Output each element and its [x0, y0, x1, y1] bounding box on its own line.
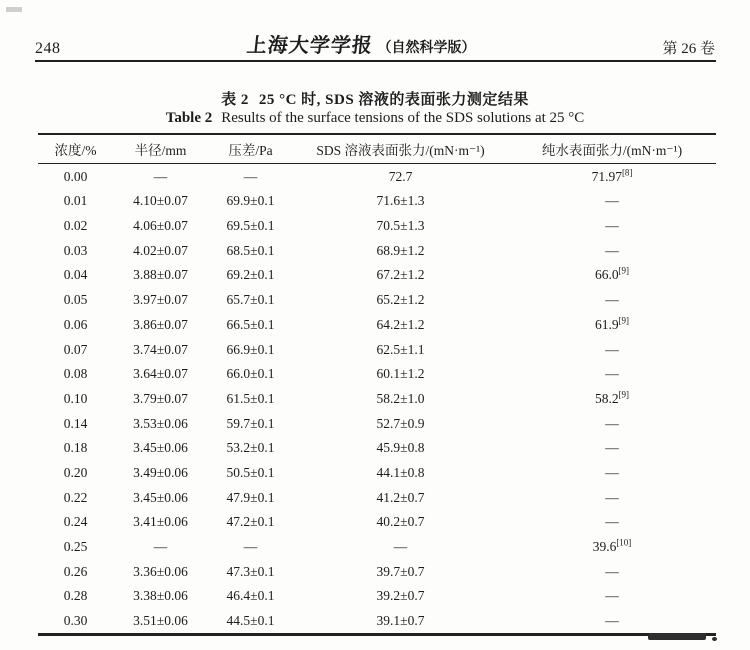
cell-water-tension: — [605, 489, 619, 505]
scan-artifact-bottom-right [648, 633, 706, 640]
cell-sds-tension: 45.9±0.8 [376, 440, 425, 456]
table-row [38, 337, 716, 362]
cell-pressure: 69.5±0.1 [226, 218, 275, 234]
reference-superscript: [10] [616, 537, 632, 548]
cell-pressure: 47.3±0.1 [226, 563, 275, 579]
table-row [38, 609, 716, 634]
cell-sds-tension: 60.1±1.2 [376, 366, 425, 382]
journal-title: 上海大学学报 [246, 35, 375, 57]
cell-water-tension: — [605, 218, 619, 234]
reference-superscript: [8] [621, 167, 633, 178]
cell-sds-tension: 67.2±1.2 [376, 267, 425, 283]
table-row [38, 535, 716, 560]
cell-water-tension: 61.9[9] [594, 315, 630, 332]
reference-superscript: [9] [618, 315, 630, 326]
cell-concentration: 0.26 [63, 563, 88, 579]
cell-pressure: 66.9±0.1 [226, 341, 275, 357]
table-rule-bottom [38, 633, 716, 635]
column-header-radius: 半径/mm [134, 143, 187, 158]
cell-pressure: 59.7±0.1 [226, 415, 275, 431]
cell-sds-tension: 64.2±1.2 [376, 316, 425, 332]
cell-radius: 3.88±0.07 [133, 267, 188, 283]
cell-sds-tension: 39.1±0.7 [376, 613, 425, 629]
cell-water-tension: 58.2[9] [594, 389, 630, 406]
table-row [38, 164, 716, 189]
reference-superscript: [9] [618, 265, 630, 276]
cell-water-tension: — [605, 341, 619, 357]
cell-water-tension: — [605, 563, 619, 579]
cell-pressure: 53.2±0.1 [226, 440, 275, 456]
table-row [38, 189, 716, 214]
cell-concentration: 0.05 [63, 292, 88, 308]
cell-radius: 4.02±0.07 [133, 242, 188, 258]
column-header-sds-tension: SDS 溶液表面张力/(mN·m⁻¹) [316, 143, 485, 158]
cell-radius: — [153, 539, 168, 555]
table-row [38, 485, 716, 510]
cell-concentration: 0.30 [63, 613, 88, 629]
cell-radius: — [153, 168, 168, 184]
cell-water-tension: — [605, 514, 619, 530]
cell-radius: 3.53±0.06 [133, 415, 188, 431]
cell-water-tension: 39.6[10] [592, 537, 632, 555]
cell-pressure: 69.9±0.1 [226, 193, 275, 209]
cell-water-tension: — [605, 242, 619, 258]
table-header-row [38, 135, 716, 163]
table-caption-en-label: Table 2 [165, 110, 213, 126]
table-caption-zh [0, 88, 750, 109]
table-row [38, 436, 716, 461]
table-row [38, 288, 716, 313]
cell-pressure: 50.5±0.1 [226, 464, 275, 480]
journal-masthead [247, 29, 475, 58]
table-row [38, 510, 716, 535]
cell-sds-tension: 39.7±0.7 [376, 563, 425, 579]
table-row [38, 584, 716, 609]
table-body [38, 164, 716, 633]
cell-water-tension: 71.97[8] [591, 167, 633, 184]
volume-label: 第 26 卷 [662, 41, 715, 57]
cell-pressure: 66.0±0.1 [226, 366, 275, 382]
cell-concentration: 0.06 [63, 316, 88, 332]
cell-radius: 3.97±0.07 [133, 292, 188, 308]
scan-artifact-bottom-right-dot [712, 637, 717, 641]
cell-concentration: 0.00 [63, 168, 88, 184]
table-row [38, 461, 716, 486]
cell-concentration: 0.01 [63, 193, 88, 209]
page-number: 248 [35, 40, 61, 57]
table-caption-en [0, 110, 750, 127]
reference-superscript: [9] [618, 389, 630, 400]
cell-sds-tension: 44.1±0.8 [376, 464, 425, 480]
table-row [38, 238, 716, 263]
results-table [38, 133, 716, 636]
cell-radius: 3.45±0.06 [133, 440, 188, 456]
table-caption-zh-label: 表 2 [221, 92, 249, 108]
cell-water-tension: 66.0[9] [594, 265, 630, 283]
cell-sds-tension: — [393, 539, 408, 555]
cell-concentration: 0.02 [63, 218, 88, 234]
cell-sds-tension: 65.2±1.2 [376, 292, 425, 308]
cell-water-tension: — [605, 464, 619, 480]
cell-pressure: 66.5±0.1 [226, 316, 275, 332]
cell-pressure: 69.2±0.1 [226, 267, 275, 283]
journal-subtitle: （自然科学版） [377, 41, 476, 56]
cell-water-tension: — [605, 366, 619, 382]
cell-sds-tension: 71.6±1.3 [376, 193, 425, 209]
cell-concentration: 0.25 [63, 539, 88, 555]
cell-concentration: 0.28 [63, 588, 88, 604]
cell-pressure: 44.5±0.1 [226, 613, 275, 629]
table-row [38, 387, 716, 412]
cell-pressure: 47.2±0.1 [226, 514, 275, 530]
cell-radius: 3.51±0.06 [133, 613, 188, 629]
cell-water-tension: — [605, 193, 619, 209]
cell-sds-tension: 52.7±0.9 [376, 415, 425, 431]
cell-concentration: 0.10 [63, 390, 88, 406]
column-header-water-tension: 纯水表面张力/(mN·m⁻¹) [541, 143, 683, 158]
cell-pressure: — [243, 168, 258, 184]
cell-sds-tension: 40.2±0.7 [376, 514, 425, 530]
cell-radius: 3.45±0.06 [133, 489, 188, 505]
cell-sds-tension: 58.2±1.0 [376, 390, 425, 406]
cell-radius: 3.41±0.06 [133, 514, 188, 530]
cell-radius: 4.06±0.07 [133, 218, 188, 234]
cell-radius: 4.10±0.07 [133, 193, 188, 209]
cell-concentration: 0.03 [63, 242, 88, 258]
cell-concentration: 0.22 [63, 489, 88, 505]
table-row [38, 214, 716, 239]
column-header-pressure: 压差/Pa [228, 143, 273, 158]
column-header-concentration: 浓度/% [54, 143, 97, 158]
cell-sds-tension: 72.7 [388, 168, 413, 184]
table-caption-zh-text: 25 °C 时, SDS 溶液的表面张力测定结果 [258, 92, 529, 108]
cell-pressure: 65.7±0.1 [226, 292, 275, 308]
cell-water-tension: — [605, 588, 619, 604]
cell-sds-tension: 62.5±1.1 [376, 341, 425, 357]
table-row [38, 559, 716, 584]
cell-water-tension: — [605, 440, 619, 456]
running-head [35, 36, 715, 58]
cell-radius: 3.79±0.07 [133, 390, 188, 406]
table-row [38, 313, 716, 338]
cell-water-tension: — [605, 613, 619, 629]
cell-concentration: 0.07 [63, 341, 88, 357]
cell-pressure: 68.5±0.1 [226, 242, 275, 258]
cell-radius: 3.49±0.06 [133, 464, 188, 480]
cell-sds-tension: 41.2±0.7 [376, 489, 425, 505]
cell-concentration: 0.04 [63, 267, 88, 283]
cell-water-tension: — [605, 292, 619, 308]
cell-concentration: 0.14 [63, 415, 88, 431]
cell-pressure: 46.4±0.1 [226, 588, 275, 604]
table-caption-en-text: Results of the surface tensions of the SDS solutions at 25 °C [221, 110, 585, 126]
cell-sds-tension: 39.2±0.7 [376, 588, 425, 604]
cell-concentration: 0.20 [63, 464, 88, 480]
table-row [38, 263, 716, 288]
cell-concentration: 0.18 [63, 440, 88, 456]
cell-water-tension: — [605, 415, 619, 431]
cell-radius: 3.38±0.06 [133, 588, 188, 604]
cell-concentration: 0.08 [63, 366, 88, 382]
cell-pressure: 61.5±0.1 [226, 390, 275, 406]
cell-sds-tension: 68.9±1.2 [376, 242, 425, 258]
cell-sds-tension: 70.5±1.3 [376, 218, 425, 234]
cell-radius: 3.64±0.07 [133, 366, 188, 382]
table-row [38, 411, 716, 436]
cell-concentration: 0.24 [63, 514, 88, 530]
header-rule [35, 60, 716, 62]
cell-pressure: — [243, 539, 258, 555]
cell-radius: 3.74±0.07 [133, 341, 188, 357]
cell-radius: 3.36±0.06 [133, 563, 188, 579]
scan-artifact-top-left [6, 7, 22, 12]
cell-radius: 3.86±0.07 [133, 316, 188, 332]
table-row [38, 362, 716, 387]
cell-pressure: 47.9±0.1 [226, 489, 275, 505]
